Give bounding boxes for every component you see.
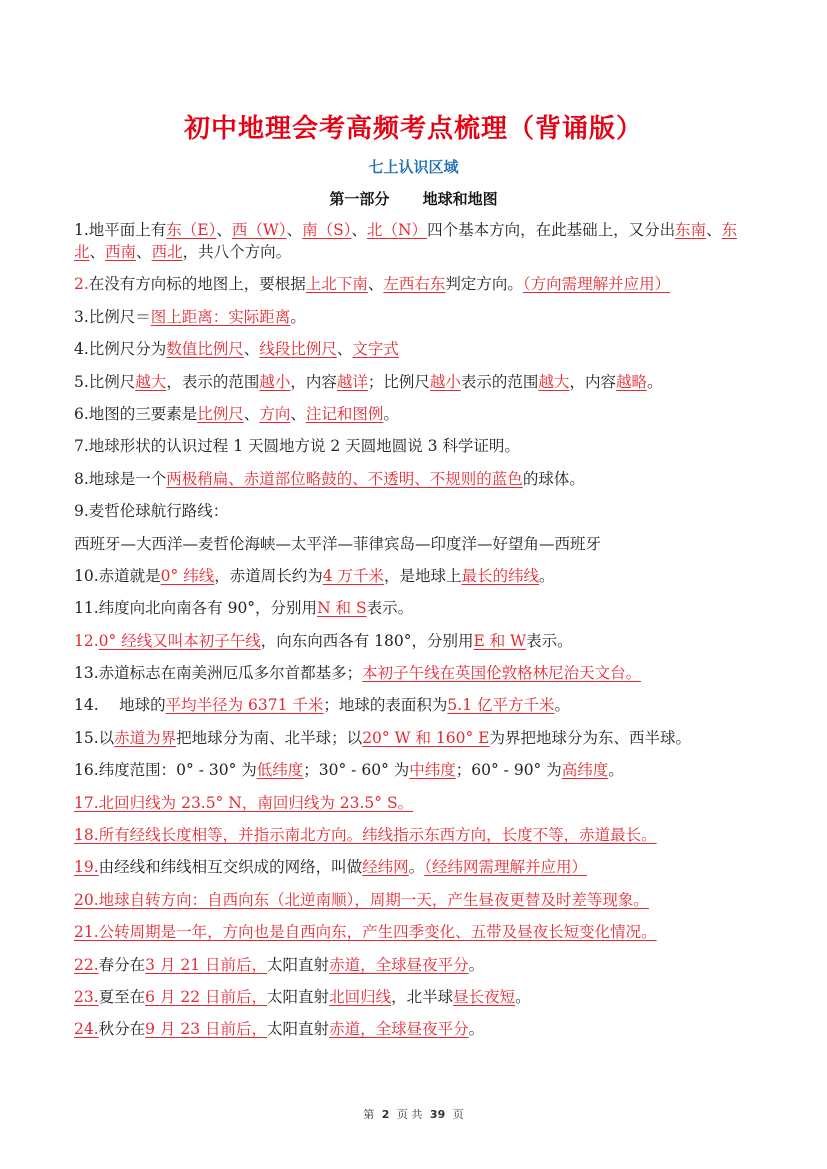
point-item — [74, 759, 758, 781]
point-text: 3.比例尺＝ — [74, 307, 151, 326]
highlighted-key-term: （方向需理解并应用） — [522, 275, 671, 294]
point-item — [74, 533, 758, 555]
point-item — [74, 630, 758, 652]
point-text: ；地球的表面积为 — [323, 696, 448, 715]
point-item — [74, 792, 758, 814]
highlighted-key-term: 北（N） — [366, 221, 428, 239]
point-text: ；30° - 60° 为 — [303, 761, 410, 780]
page-footer — [0, 1106, 827, 1122]
point-text: 6.地图的三要素是 — [74, 404, 198, 423]
point-item — [74, 921, 758, 943]
point-text: ，北半球 — [391, 987, 454, 1006]
point-text: 太阳直射 — [267, 1020, 330, 1039]
point-text: 9.麦哲伦球航行路线： — [74, 502, 229, 521]
footer-prefix: 第 — [363, 1108, 375, 1121]
highlighted-key-term: 上北下南 — [305, 275, 368, 294]
document-title: 初中地理会考高频考点梳理（背诵版） — [183, 114, 643, 144]
point-text: 表示。 — [366, 599, 414, 618]
document-body — [74, 219, 758, 1051]
point-item — [74, 954, 758, 976]
point-text: ，向东向西各有 180°，分别用 — [260, 631, 474, 650]
highlighted-key-term: 数值比例尺 — [166, 340, 244, 359]
highlighted-key-term: 9 月 23 日前后， — [145, 1020, 268, 1039]
highlighted-key-term: 本初子午线在英国伦敦格林尼治天文台。 — [362, 664, 642, 683]
point-item — [74, 694, 758, 716]
point-text: 。 — [290, 307, 306, 326]
highlighted-key-term: 22. — [74, 955, 99, 974]
point-text: 11.纬度向北向南各有 90°，分别用 — [74, 599, 318, 618]
highlighted-key-term: 东（E） — [166, 221, 217, 239]
highlighted-key-term: 越大 — [538, 372, 570, 391]
point-text: 秋分在 — [98, 1020, 146, 1039]
highlighted-key-term: 经纬网 — [362, 858, 409, 877]
point-text: 16.纬度范围：0° - 30° 为 — [74, 761, 257, 780]
highlighted-key-term: 南（S） — [302, 221, 352, 239]
highlighted-key-term: 西（W） — [231, 221, 287, 239]
current-page-number: 2 — [381, 1108, 390, 1121]
point-text: 8.地球是一个 — [74, 469, 167, 488]
highlighted-key-term: 5.1 亿平方千米 — [447, 696, 555, 715]
point-item — [74, 597, 758, 619]
highlighted-key-term: 北回归线 — [329, 987, 392, 1006]
highlighted-key-term: 0° 纬线 — [160, 566, 215, 585]
point-text: 、 — [290, 404, 306, 423]
red-item-number: 2. — [74, 275, 89, 294]
highlighted-key-term: 越略 — [615, 372, 647, 391]
highlighted-key-term: 中纬度 — [409, 761, 456, 780]
point-text: 。 — [515, 987, 531, 1006]
point-text: 。 — [408, 858, 425, 877]
highlighted-key-term: N 和 S — [317, 599, 367, 618]
point-text: 、 — [706, 221, 722, 239]
highlighted-key-term: 比例尺 — [197, 404, 244, 423]
highlighted-key-term: 21.公转周期是一年，方向也是自西向东，产生四季变化、五带及昼夜长短变化情况。 — [74, 923, 657, 942]
point-item — [74, 565, 758, 587]
highlighted-key-term: 20.地球自转方向：自西向东（北逆南顺），周期一天，产生昼夜更替及时差等现象。 — [74, 890, 649, 909]
point-item — [74, 371, 758, 393]
highlighted-key-term: 20° W 和 160° E — [362, 728, 490, 747]
highlighted-key-term: 最长的纬线 — [461, 566, 540, 585]
highlighted-key-term: 24. — [74, 1020, 99, 1039]
point-item — [74, 273, 758, 295]
point-item — [74, 986, 758, 1008]
highlighted-key-term: 17.北回归线为 23.5° N，南回归线为 23.5° S。 — [74, 793, 414, 812]
point-text: 。 — [646, 372, 663, 391]
point-text: 的球体。 — [522, 469, 585, 488]
highlighted-key-term: 3 月 21 日前后， — [145, 955, 268, 974]
footer-middle: 页 共 — [396, 1108, 423, 1121]
point-text: 、 — [243, 340, 260, 359]
document-subtitle: 七上认识区域 — [368, 158, 459, 176]
point-text: ，是地球上 — [384, 566, 462, 585]
point-text: ，内容 — [290, 372, 337, 391]
highlighted-key-term: 赤道，全球昼夜平分 — [329, 1020, 469, 1039]
highlighted-key-term: 方向 — [259, 404, 291, 423]
point-text: 。 — [554, 696, 570, 715]
point-text: 夏至在 — [98, 987, 146, 1006]
point-text: 10.赤道就是 — [74, 566, 161, 585]
point-text: ，赤道周长约为 — [214, 566, 323, 585]
point-item — [74, 856, 758, 878]
highlighted-key-term: 东南 — [675, 221, 707, 239]
highlighted-key-term: 注记和图例 — [305, 404, 384, 423]
highlighted-key-term: 图上距离：实际距离 — [150, 307, 291, 326]
highlighted-key-term: 低纬度 — [256, 761, 304, 780]
point-item — [74, 1018, 758, 1040]
point-text: 。 — [608, 761, 624, 780]
point-text: 、 — [351, 221, 367, 239]
point-item — [74, 889, 758, 911]
highlighted-key-term: 4 万千米 — [322, 566, 385, 585]
point-item — [74, 824, 758, 846]
highlighted-key-term: 两极稍扁、赤道部位略鼓的、不透明、不规则的蓝色 — [166, 469, 523, 488]
point-text: 春分在 — [98, 955, 146, 974]
point-text: 、 — [136, 243, 152, 261]
point-text: 。 — [468, 955, 485, 974]
point-text: 西班牙—大西洋—麦哲伦海峡—太平洋—菲律宾岛—印度洋—好望角—西班牙 — [74, 534, 602, 553]
point-text: 7.地球形状的认识过程 1 天圆地方说 2 天圆地圆说 3 科学证明。 — [74, 437, 520, 456]
highlighted-key-term: 赤道，全球昼夜平分 — [329, 955, 469, 974]
point-text: 、 — [216, 221, 232, 239]
point-text: ；比例尺 — [367, 372, 430, 391]
highlighted-key-term: 6 月 22 日前后， — [145, 987, 268, 1006]
point-text: 1.地平面上有 — [74, 221, 167, 239]
highlighted-key-term: 越小 — [429, 372, 461, 391]
point-text: 。 — [539, 566, 555, 585]
section-name: 地球和地图 — [422, 190, 498, 208]
point-text: 、 — [367, 275, 384, 294]
highlighted-key-term: 西北 — [151, 243, 183, 261]
point-item — [74, 500, 758, 522]
total-page-count: 39 — [429, 1108, 446, 1121]
highlighted-key-term: 越详 — [336, 372, 368, 391]
point-text: 把地球分为南、北半球；以 — [176, 728, 363, 747]
point-text: ，内容 — [569, 372, 616, 391]
point-text: 为界把地球分为东、西半球。 — [489, 728, 691, 747]
point-item — [74, 403, 758, 425]
highlighted-key-term: 18.所有经线长度相等，并指示南北方向。纬线指示东西方向，长度不等，赤道最长。 — [74, 826, 657, 845]
point-item — [74, 468, 758, 490]
point-text: 、 — [336, 340, 353, 359]
point-text: 判定方向。 — [445, 275, 523, 294]
point-text: 、 — [243, 404, 260, 423]
highlighted-key-term: 23. — [74, 987, 99, 1006]
point-text: 、 — [286, 221, 303, 239]
point-text: 在没有方向标的地图上，要根据 — [88, 275, 306, 294]
point-text: ，表示的范围 — [166, 372, 260, 391]
point-text: 。 — [468, 1020, 485, 1039]
section-heading — [0, 188, 827, 209]
highlighted-key-term: 高纬度 — [561, 761, 609, 780]
highlighted-key-term: 赤道为界 — [114, 728, 177, 747]
point-text: 5.比例尺 — [74, 372, 136, 391]
point-text: 15.以 — [74, 728, 115, 747]
point-text: 由经线和纬线相互交织成的网络，叫做 — [98, 858, 363, 877]
highlighted-key-term: 左西右东 — [383, 275, 446, 294]
point-item — [74, 727, 758, 749]
point-text: 太阳直射 — [267, 987, 330, 1006]
highlighted-key-term: E 和 W — [473, 631, 527, 650]
highlighted-key-term: 文字式 — [352, 340, 399, 359]
point-text: 13.赤道标志在南美洲厄瓜多尔首都基多； — [74, 664, 363, 683]
point-text: ，共八个方向。 — [182, 243, 292, 261]
point-text: 、 — [89, 243, 106, 261]
point-text: 太阳直射 — [267, 955, 330, 974]
red-item-number: 12. — [74, 631, 99, 650]
highlighted-key-term: 昼长夜短 — [453, 987, 516, 1006]
point-item — [74, 662, 758, 684]
highlighted-key-term: 西南 — [105, 243, 137, 261]
highlighted-key-term: 越大 — [135, 372, 167, 391]
point-text: 表示。 — [526, 631, 573, 650]
point-text: 。 — [383, 404, 399, 423]
highlighted-key-term: （经纬网需理解并应用） — [424, 858, 587, 877]
highlighted-key-term: 0° 经线又叫本初子午线 — [98, 631, 261, 650]
footer-suffix: 页 — [452, 1108, 464, 1121]
point-text: 表示的范围 — [460, 372, 539, 391]
highlighted-key-term: 平均半径为 6371 千米 — [165, 696, 324, 715]
highlighted-key-term: 19. — [74, 858, 99, 877]
section-part: 第一部分 — [329, 190, 390, 208]
point-text: 四个基本方向，在此基础上，又分出 — [427, 221, 676, 239]
point-text: 4.比例尺分为 — [74, 340, 167, 359]
highlighted-key-term: 越小 — [259, 372, 291, 391]
highlighted-key-term: 东北 — [74, 221, 738, 261]
point-item — [74, 435, 758, 457]
point-item — [74, 219, 758, 263]
point-item — [74, 338, 758, 360]
point-item — [74, 306, 758, 328]
point-text: 14. 地球的 — [74, 696, 166, 715]
highlighted-key-term: 线段比例尺 — [259, 340, 337, 359]
point-text: ；60° - 90° 为 — [455, 761, 562, 780]
